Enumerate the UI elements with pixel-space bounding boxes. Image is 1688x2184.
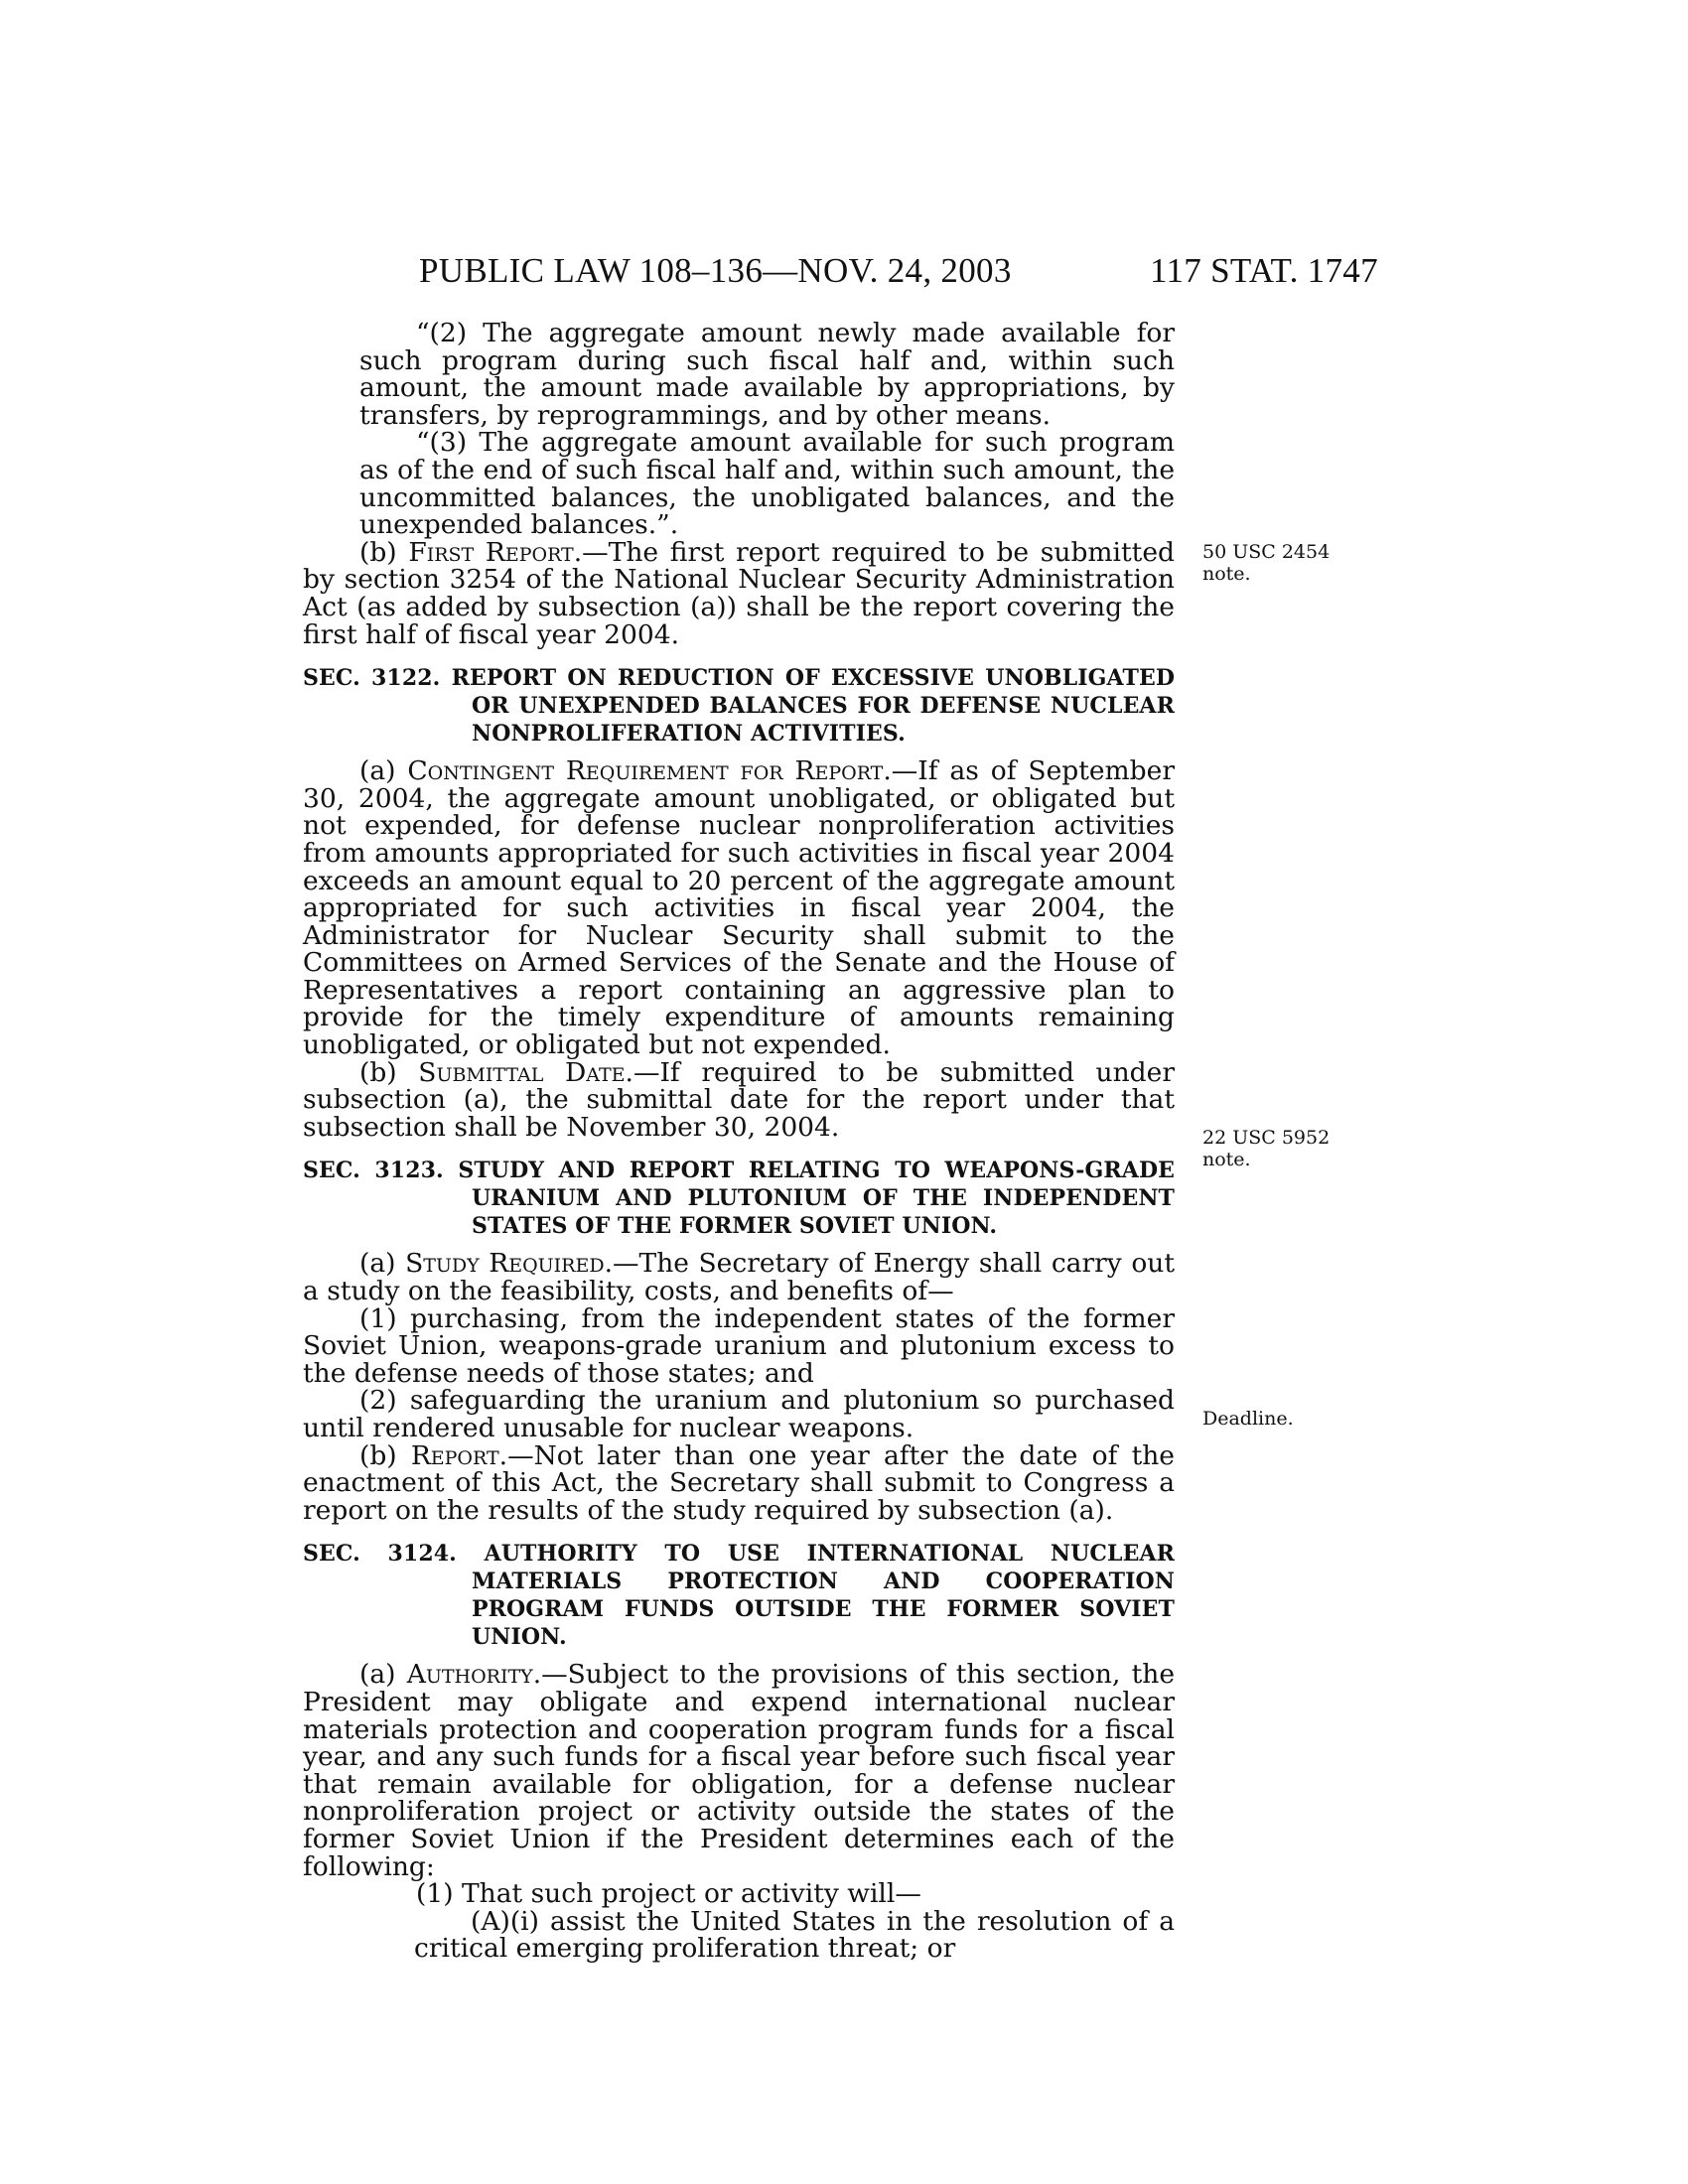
paragraph-3: “(3) The aggregate amount available for such program as of the end of such fiscal half and, within such amount, the uncommitted balances, the unobligated balances, and the unexpended balances.”. xyxy=(359,427,1175,541)
section-3124-a-1: (1) That such project or activity will— xyxy=(416,1878,921,1910)
section-3124-a: (a) Authority.—Subject to the provisions of this section, the President may obligate and expend international nuclear materials protection and cooperation program funds for a fiscal year, and any such funds for a fiscal year before such fiscal year that remain available for obligation, for a defense nuclear nonproliferation project or activity outside the states of the former Soviet Union if the President determines each of the following: xyxy=(303,1659,1175,1882)
document-body xyxy=(303,320,1175,1963)
section-3123-a-2: (2) safeguarding the uranium and plutonium so purchased until rendered unusable for nuclear weapons. xyxy=(303,1385,1175,1443)
section-3122-b: (b) Submittal Date.—If required to be submitted under subsection (a), the submittal date for the report under that subsection shall be November 30, 2004. xyxy=(303,1056,1175,1143)
paragraph-2: “(2) The aggregate amount newly made available for such program during such fiscal half and, within such amount, the amount made available by appropriations, by transfers, by reprogrammings, and by other means. xyxy=(359,318,1175,431)
margin-note-usc-2454: 50 USC 2454 note. xyxy=(1202,541,1331,585)
section-3123-a: (a) Study Required.—The Secretary of Energy shall carry out a study on the feasibility, costs, and benefits of— xyxy=(303,1248,1176,1307)
margin-note-usc-5952: 22 USC 5952 note. xyxy=(1202,1127,1331,1170)
margin-note-deadline: Deadline. xyxy=(1202,1408,1294,1430)
running-header-title: PUBLIC LAW 108–136—NOV. 24, 2003 xyxy=(419,251,1012,290)
section-3124-heading: SEC. 3124. AUTHORITY TO USE INTERNATIONAL NUCLEAR MATERIALS PROTECTION AND COOPERATION PROGRAM FUNDS OUTSIDE THE FORMER SOVIET UNION. xyxy=(303,1541,1175,1651)
section-3123-a-1: (1) purchasing, from the independent states of the former Soviet Union, weapons-grade uranium and plutonium excess to the defense needs of those states; and xyxy=(303,1302,1175,1389)
section-3124-a-1-A: (A)(i) assist the United States in the resolution of a critical emerging proliferation threat; or xyxy=(414,1905,1175,1965)
page-stat-number: 117 STAT. 1747 xyxy=(1150,251,1378,290)
section-3123-b: (b) Report.—Not later than one year after the date of the enactment of this Act, the Secretary shall submit to Congress a report on the results of the study required by subsection (a). xyxy=(303,1439,1175,1526)
subsection-b-first-report: (b) First Report.—The first report required to be submitted by section 3254 of the National Nuclear Security Administration Act (as added by subsection (a)) shall be the report covering the first half of fiscal year 2004. xyxy=(303,536,1175,650)
section-3122-a: (a) Contingent Requirement for Report.—If as of September 30, 2004, the aggregate amount unobligated, or obligated but not expended, for defense nuclear nonproliferation activities from amounts appropriated for such activities in fiscal year 2004 exceeds an amount equal to 20 percent of the aggregate amount appropriated for such activities in fiscal year 2004, the Administrator for Nuclear Security shall submit to the Committees on Armed Services of the Senate and the House of Representatives a report containing an aggressive plan to provide for the timely expenditure of amounts remaining unobligated, or obligated but not expended. xyxy=(303,755,1175,1061)
section-3123-heading: SEC. 3123. STUDY AND REPORT RELATING TO WEAPONS-GRADE URANIUM AND PLUTONIUM OF THE INDEPENDENT STATES OF THE FORMER SOVIET UNION. xyxy=(303,1158,1175,1240)
section-3122-heading: SEC. 3122. REPORT ON REDUCTION OF EXCESSIVE UNOBLIGATED OR UNEXPENDED BALANCES FOR DEFENSE NUCLEAR NONPROLIFERATION ACTIVITIES. xyxy=(303,665,1175,748)
